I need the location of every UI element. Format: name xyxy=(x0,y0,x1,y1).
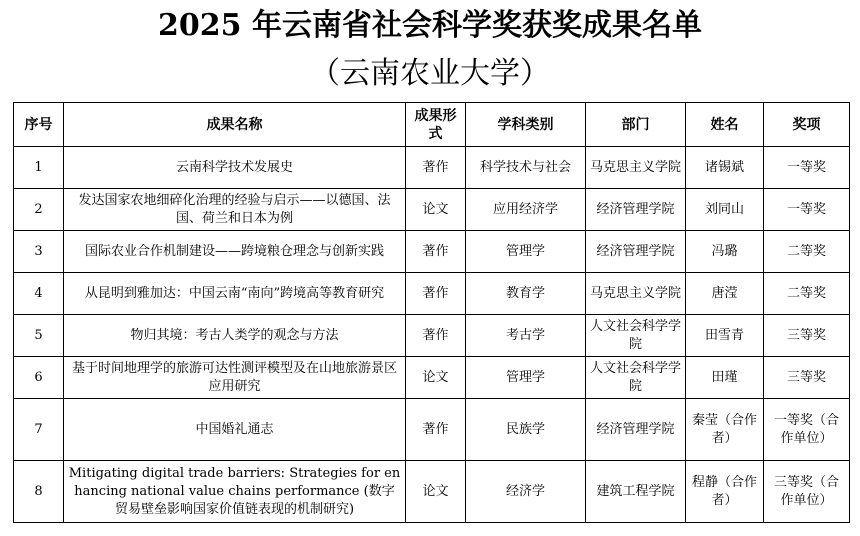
cell-name: 唐滢 xyxy=(686,273,764,315)
cell-title: 基于时间地理学的旅游可达性测评模型及在山地旅游景区应用研究 xyxy=(64,357,406,399)
table-row xyxy=(14,357,850,399)
cell-name: 诸锡斌 xyxy=(686,147,764,189)
cell-dept: 经济管理学院 xyxy=(586,399,686,461)
cell-award: 一等奖 xyxy=(764,189,850,231)
cell-form: 论文 xyxy=(406,357,466,399)
header-subject: 学科类别 xyxy=(466,103,586,147)
cell-no: 4 xyxy=(14,273,64,315)
cell-no: 8 xyxy=(14,461,64,523)
cell-no: 1 xyxy=(14,147,64,189)
cell-dept: 马克思主义学院 xyxy=(586,147,686,189)
cell-no: 3 xyxy=(14,231,64,273)
cell-no: 6 xyxy=(14,357,64,399)
cell-award: 三等奖 xyxy=(764,357,850,399)
cell-name: 田雪青 xyxy=(686,315,764,357)
header-no: 序号 xyxy=(14,103,64,147)
header-dept: 部门 xyxy=(586,103,686,147)
cell-award: 二等奖 xyxy=(764,273,850,315)
cell-award: 三等奖（合作单位） xyxy=(764,461,850,523)
cell-subject: 民族学 xyxy=(466,399,586,461)
cell-title: 国际农业合作机制建设——跨境粮仓理念与创新实践 xyxy=(64,231,406,273)
cell-form: 著作 xyxy=(406,273,466,315)
cell-subject: 教育学 xyxy=(466,273,586,315)
cell-name: 刘同山 xyxy=(686,189,764,231)
cell-dept: 经济管理学院 xyxy=(586,189,686,231)
cell-dept: 人文社会科学学院 xyxy=(586,315,686,357)
header-name: 姓名 xyxy=(686,103,764,147)
header-title: 成果名称 xyxy=(64,103,406,147)
table-row xyxy=(14,189,850,231)
cell-title: Mitigating digital trade barriers: Strategies for enhancing national value chains performance (数字贸易壁垒影响国家价值链表现的机制研究) xyxy=(64,461,406,523)
table-row xyxy=(14,147,850,189)
header-award: 奖项 xyxy=(764,103,850,147)
table-row xyxy=(14,231,850,273)
cell-name: 程静（合作者） xyxy=(686,461,764,523)
cell-title: 发达国家农地细碎化治理的经验与启示——以德国、法国、荷兰和日本为例 xyxy=(64,189,406,231)
cell-form: 著作 xyxy=(406,399,466,461)
cell-title: 云南科学技术发展史 xyxy=(64,147,406,189)
cell-no: 7 xyxy=(14,399,64,461)
cell-name: 秦莹（合作者） xyxy=(686,399,764,461)
table-row xyxy=(14,315,850,357)
document-subtitle: （云南农业大学） xyxy=(310,56,550,91)
cell-name: 冯璐 xyxy=(686,231,764,273)
cell-dept: 经济管理学院 xyxy=(586,231,686,273)
cell-title: 物归其境：考古人类学的观念与方法 xyxy=(64,315,406,357)
header-form: 成果形式 xyxy=(406,103,466,147)
cell-subject: 考古学 xyxy=(466,315,586,357)
cell-subject: 经济学 xyxy=(466,461,586,523)
cell-title: 中国婚礼通志 xyxy=(64,399,406,461)
cell-award: 一等奖 xyxy=(764,147,850,189)
cell-dept: 人文社会科学学院 xyxy=(586,357,686,399)
cell-subject: 应用经济学 xyxy=(466,189,586,231)
table-row xyxy=(14,461,850,523)
cell-dept: 马克思主义学院 xyxy=(586,273,686,315)
cell-award: 二等奖 xyxy=(764,231,850,273)
cell-form: 著作 xyxy=(406,315,466,357)
cell-form: 著作 xyxy=(406,231,466,273)
awards-table xyxy=(13,102,850,523)
cell-subject: 管理学 xyxy=(466,231,586,273)
table-header-row xyxy=(14,103,850,147)
document-title: 2025 年云南省社会科学奖获奖成果名单 xyxy=(158,8,702,43)
cell-name: 田瑾 xyxy=(686,357,764,399)
cell-award: 一等奖（合作单位） xyxy=(764,399,850,461)
cell-no: 5 xyxy=(14,315,64,357)
cell-form: 论文 xyxy=(406,461,466,523)
cell-no: 2 xyxy=(14,189,64,231)
cell-title: 从昆明到雅加达：中国云南“南向”跨境高等教育研究 xyxy=(64,273,406,315)
cell-award: 三等奖 xyxy=(764,315,850,357)
table-row xyxy=(14,399,850,461)
cell-subject: 管理学 xyxy=(466,357,586,399)
cell-form: 论文 xyxy=(406,189,466,231)
table-row xyxy=(14,273,850,315)
cell-form: 著作 xyxy=(406,147,466,189)
cell-dept: 建筑工程学院 xyxy=(586,461,686,523)
cell-subject: 科学技术与社会 xyxy=(466,147,586,189)
